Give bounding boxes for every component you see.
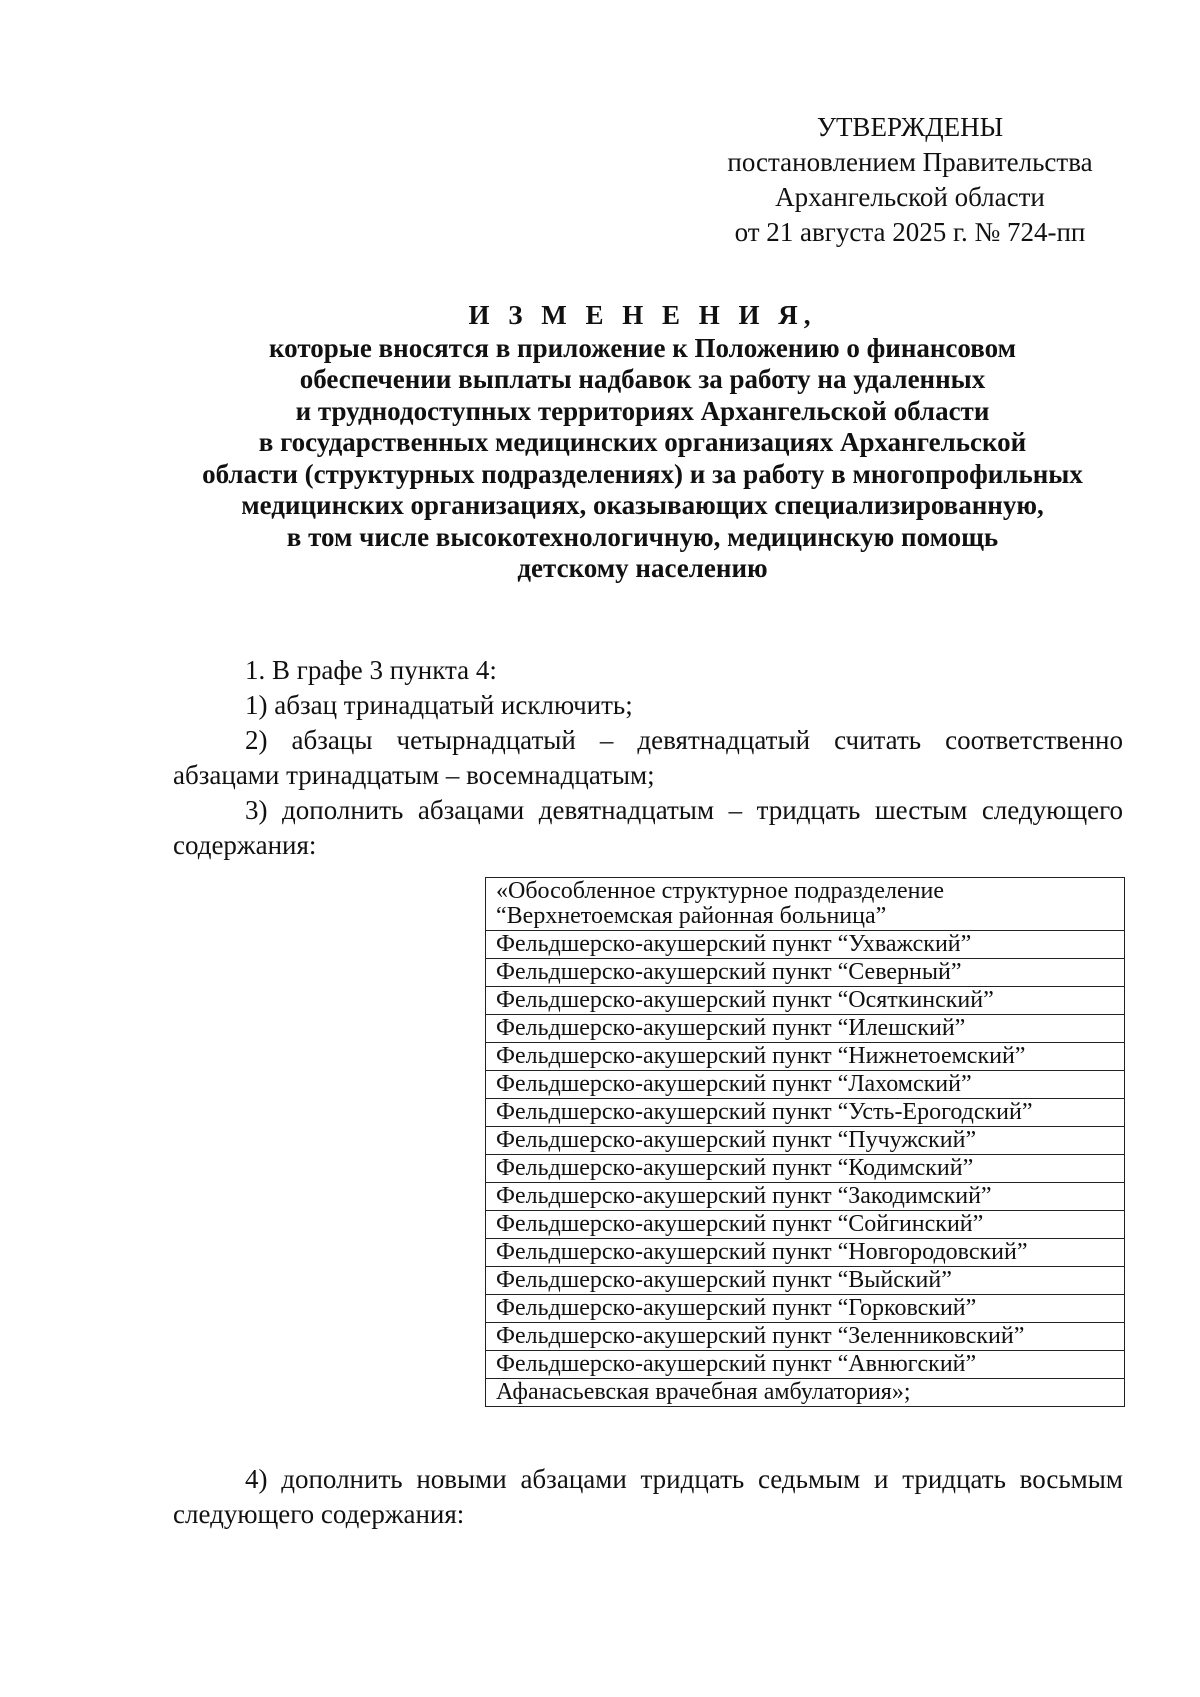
table-row <box>486 1071 1125 1099</box>
table-row <box>486 1155 1125 1183</box>
table-cell: Фельдшерско-акушерский пункт “Усть-Ерогодский” <box>486 1099 1125 1127</box>
table-cell-line: “Верхнетоемская районная больница” <box>496 903 887 929</box>
title-line: области (структурных подразделениях) и за работу в многопрофильных <box>202 458 1083 489</box>
paragraph-item-1: 1. В графе 3 пункта 4: <box>245 655 497 685</box>
title-line: в том числе высокотехнологичную, медицинскую помощь <box>286 521 999 552</box>
approval-issuer: постановлением Правительства <box>727 147 1093 177</box>
table-row <box>486 1239 1125 1267</box>
table-row <box>486 1267 1125 1295</box>
approval-stamp <box>700 110 1120 250</box>
table-row <box>486 1099 1125 1127</box>
table-cell: Фельдшерско-акушерский пункт “Нижнетоемский” <box>486 1043 1125 1071</box>
table-cell: Фельдшерско-акушерский пункт “Лахомский” <box>486 1071 1125 1099</box>
table-row <box>486 959 1125 987</box>
table-row <box>486 931 1125 959</box>
title-line: обеспечении выплаты надбавок за работу на удаленных <box>299 364 986 394</box>
paragraph-subitem-4: 4) дополнить новыми абзацами тридцать седьмым и тридцать восьмым следующего содержания: <box>173 1464 1123 1529</box>
document-body <box>173 653 1123 863</box>
title-line: которые вносятся в приложение к Положению о финансовом <box>268 332 1017 363</box>
table-cell: Фельдшерско-акушерский пункт “Ухважский” <box>486 931 1125 959</box>
table-row <box>486 1351 1125 1379</box>
table-row <box>486 1379 1125 1407</box>
units-table <box>485 877 1125 1407</box>
table-row <box>486 1015 1125 1043</box>
title-line: в государственных медицинских организациях Архангельской <box>258 427 1027 457</box>
table-cell: Фельдшерско-акушерский пункт “Горковский” <box>486 1295 1125 1323</box>
paragraph-subitem-3: 3) дополнить абзацами девятнадцатым – тридцать шестым следующего содержания: <box>173 795 1123 860</box>
title-line: детскому населению <box>517 553 768 583</box>
approval-region: Архангельской области <box>775 182 1045 212</box>
title-line: медицинских организациях, оказывающих специализированную, <box>241 490 1044 520</box>
table-row <box>486 1043 1125 1071</box>
table-row <box>486 1127 1125 1155</box>
table-row <box>486 987 1125 1015</box>
table-cell <box>486 878 1125 931</box>
table-cell: Фельдшерско-акушерский пункт “Илешский” <box>486 1015 1125 1043</box>
table-cell: Фельдшерско-акушерский пункт “Закодимский” <box>486 1183 1125 1211</box>
table-cell: Фельдшерско-акушерский пункт “Сойгинский” <box>486 1211 1125 1239</box>
table-row <box>486 1183 1125 1211</box>
paragraph-subitem-2: 2) абзацы четырнадцатый – девятнадцатый считать соответственно абзацами тринадцатым – восемнадцатым; <box>173 725 1123 790</box>
table-cell: Афанасьевская врачебная амбулатория»; <box>486 1379 1125 1407</box>
table-cell: Фельдшерско-акушерский пункт “Зеленниковский” <box>486 1323 1125 1351</box>
table-row <box>486 1211 1125 1239</box>
paragraph-subitem-1: 1) абзац тринадцатый исключить; <box>245 690 633 720</box>
approval-title: УТВЕРЖДЕНЫ <box>816 112 1004 142</box>
table-row <box>486 878 1125 931</box>
table-cell: Фельдшерско-акушерский пункт “Пучужский” <box>486 1127 1125 1155</box>
document-heading: И З М Е Н Е Н И Я, <box>468 300 817 330</box>
table-cell: Фельдшерско-акушерский пункт “Северный” <box>486 959 1125 987</box>
document-title <box>150 300 1135 585</box>
approval-date-number: от 21 августа 2025 г. № 724-пп <box>734 217 1086 247</box>
table-cell: Фельдшерско-акушерский пункт “Осяткинский” <box>486 987 1125 1015</box>
title-line: и труднодоступных территориях Архангельской области <box>295 395 990 426</box>
table-cell: Фельдшерско-акушерский пункт “Авнюгский” <box>486 1351 1125 1379</box>
table-cell: Фельдшерско-акушерский пункт “Выйский” <box>486 1267 1125 1295</box>
table-cell: Фельдшерско-акушерский пункт “Кодимский” <box>486 1155 1125 1183</box>
table-cell-line: «Обособленное структурное подразделение <box>496 878 944 904</box>
table-row <box>486 1295 1125 1323</box>
document-body-continued <box>173 1462 1123 1532</box>
table-row <box>486 1323 1125 1351</box>
table-cell: Фельдшерско-акушерский пункт “Новгородовский” <box>486 1239 1125 1267</box>
